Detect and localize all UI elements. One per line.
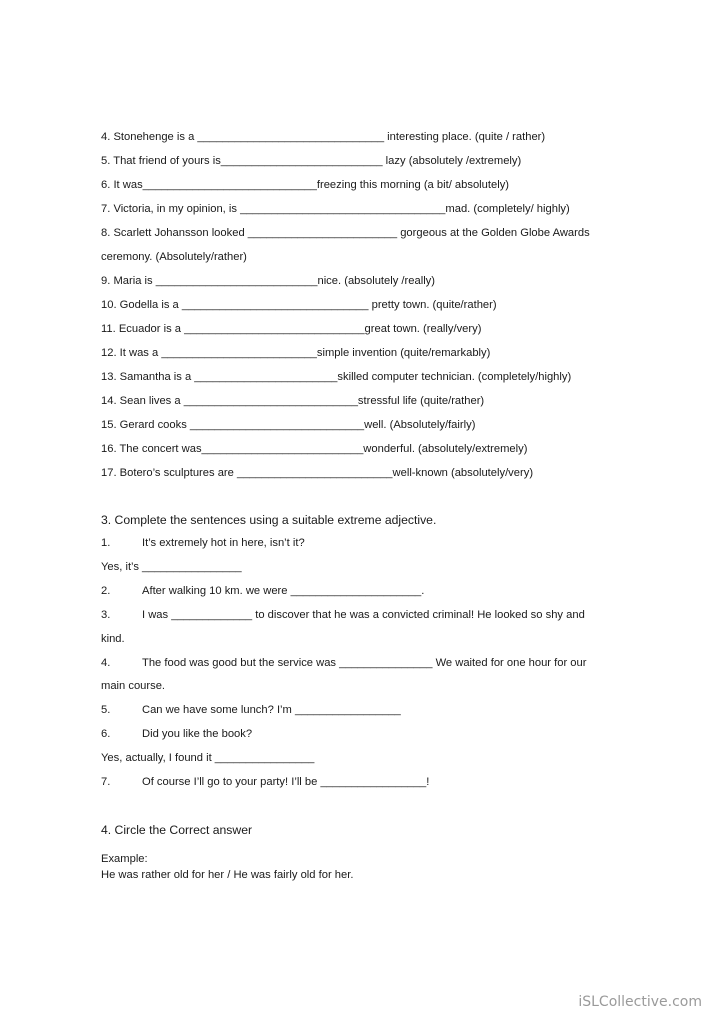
exercise-3	[101, 508, 661, 795]
item-text: Did you like the book?	[142, 728, 253, 741]
exercise-item: 11. Ecuador is a _____________________________great town. (really/very)	[101, 323, 482, 335]
item-number: 6.	[101, 728, 111, 741]
exercise-item: 8. Scarlett Johansson looked ________________________ gorgeous at the Golden Globe Awards	[101, 227, 590, 239]
exercise-line	[101, 675, 661, 699]
exercise-item: 7. Victoria, in my opinion, is _________________________________mad. (completely/ highly)	[101, 203, 570, 215]
item-text: main course.	[101, 680, 166, 693]
item-number: 1.	[101, 537, 111, 549]
exercise-4	[101, 818, 661, 883]
exercise-item: 16. The concert was__________________________wonderful. (absolutely/extremely)	[101, 443, 528, 455]
exercise-line	[101, 628, 661, 652]
exercise-line	[101, 652, 661, 676]
exercise-item: 5. That friend of yours is__________________________ lazy (absolutely /extremely)	[101, 155, 522, 167]
exercise-item: 9. Maria is __________________________nice. (absolutely /really)	[101, 275, 435, 287]
item-text: I was _____________ to discover that he was a convicted criminal! He looked so shy and	[142, 608, 585, 621]
exercise-item: 4. Stonehenge is a ______________________________ interesting place. (quite / rather)	[101, 131, 546, 143]
exercise-item: 6. It was____________________________freezing this morning (a bit/ absolutely)	[101, 179, 510, 191]
exercise-item: 13. Samantha is a _______________________skilled computer technician. (completely/highly)	[101, 371, 572, 383]
item-text: The food was good but the service was _______________ We waited for one hour for our	[142, 656, 587, 669]
exercise-line	[101, 771, 661, 795]
item-number: 4.	[101, 656, 111, 669]
exercise-line	[101, 556, 661, 580]
exercise-2-items	[101, 125, 661, 485]
item-text: Can we have some lunch? I’m _________________	[142, 704, 401, 717]
exercise-line	[101, 604, 661, 628]
item-text: It’s extremely hot in here, isn’t it?	[142, 537, 305, 549]
item-number: 7.	[101, 776, 111, 789]
item-text: After walking 10 km. we were _____________________.	[142, 584, 425, 597]
exercise-item: ceremony. (Absolutely/rather)	[101, 251, 247, 263]
exercise-line	[101, 532, 661, 556]
example-text: He was rather old for her / He was fairly old for her.	[101, 868, 354, 881]
example-label: Example:	[101, 853, 148, 865]
exercise-item: 15. Gerard cooks ____________________________well. (Absolutely/fairly)	[101, 419, 476, 431]
site-watermark: iSLCollective.com	[578, 994, 702, 1010]
exercise-line	[101, 747, 661, 771]
exercise-item: 17. Botero’s sculptures are _________________________well-known (absolutely/very)	[101, 467, 534, 479]
exercise-line	[101, 699, 661, 723]
exercise-4-heading: 4. Circle the Correct answer	[101, 823, 253, 837]
item-number: 2.	[101, 584, 111, 597]
exercise-item: 12. It was a _________________________simple invention (quite/remarkably)	[101, 347, 491, 359]
item-number: 3.	[101, 608, 111, 621]
exercise-item: 14. Sean lives a ____________________________stressful life (quite/rather)	[101, 395, 485, 407]
item-number: 5.	[101, 704, 111, 717]
exercise-line	[101, 580, 661, 604]
exercise-3-heading: 3. Complete the sentences using a suitable extreme adjective.	[101, 513, 437, 527]
exercise-item: 10. Godella is a ______________________________ pretty town. (quite/rather)	[101, 299, 497, 311]
item-text: Of course I’ll go to your party! I’ll be _________________!	[142, 776, 430, 789]
item-text: Yes, actually, I found it ________________	[101, 752, 315, 765]
item-text: Yes, it’s ________________	[101, 560, 242, 573]
exercise-line	[101, 723, 661, 747]
item-text: kind.	[101, 632, 125, 645]
